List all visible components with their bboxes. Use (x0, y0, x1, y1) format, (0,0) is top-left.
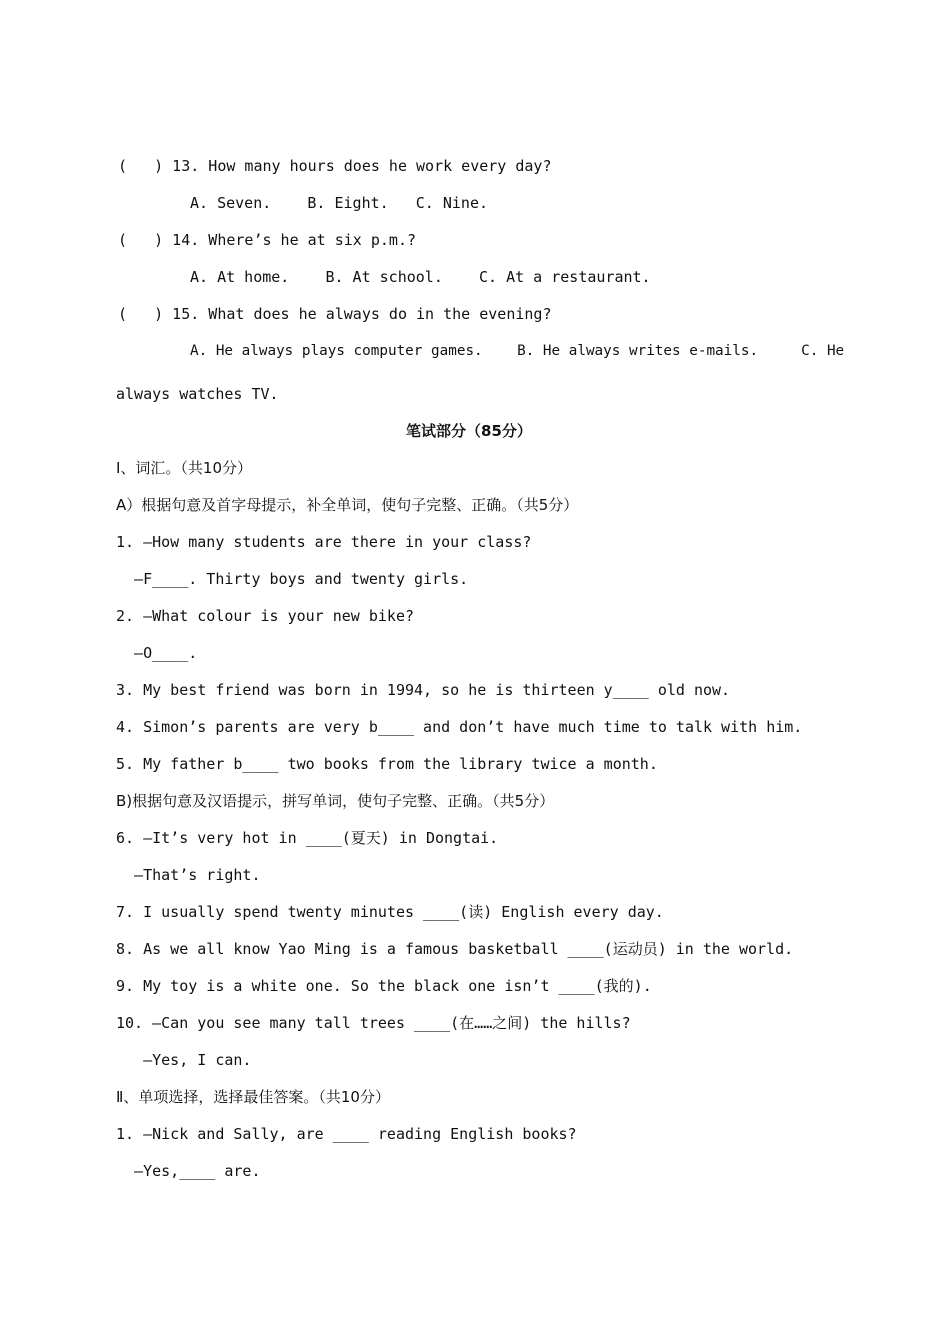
vocab-item: 5. My father b____ two books from the library twice a month. (116, 755, 658, 773)
question-15-options: A. He always plays computer games. B. He always writes e-mails. C. He (190, 343, 845, 359)
question-14-options: A. At home. B. At school. C. At a restaurant. (190, 268, 651, 286)
vocab-item: 9. My toy is a white one. So the black one isn’t ____(我的). (116, 977, 652, 995)
vocab-item: —Yes, I can. (116, 1051, 252, 1069)
vocab-item: 10. —Can you see many tall trees ____(在……之间) the hills? (116, 1014, 631, 1032)
vocab-item: 1. —How many students are there in your class? (116, 533, 532, 551)
vocab-item: —That’s right. (116, 866, 261, 884)
vocab-item: —F____. Thirty boys and twenty girls. (116, 570, 469, 588)
vocab-item: 6. —It’s very hot in ____(夏天) in Dongtai. (116, 829, 499, 847)
part-b-heading: B)根据句意及汉语提示，拼写单词，使句子完整、正确。（共5分） (116, 792, 555, 810)
vocab-item: 4. Simon’s parents are very b____ and don’t have much time to talk with him. (116, 718, 803, 736)
question-13-stem: ( ) 13. How many hours does he work every day? (118, 157, 552, 175)
choice-item: —Yes,____ are. (116, 1162, 261, 1180)
section-1-heading: Ⅰ、词汇。（共10分） (116, 459, 253, 477)
question-13-options: A. Seven. B. Eight. C. Nine. (190, 194, 489, 212)
vocab-item: 8. As we all know Yao Ming is a famous basketball ____(运动员) in the world. (116, 940, 794, 958)
question-14-stem: ( ) 14. Where’s he at six p.m.? (118, 231, 417, 249)
choice-item: 1. —Nick and Sally, are ____ reading English books? (116, 1125, 577, 1143)
vocab-item: 3. My best friend was born in 1994, so he is thirteen y____ old now. (116, 681, 731, 699)
question-15-stem: ( ) 15. What does he always do in the evening? (118, 305, 552, 323)
question-15-options-cont: always watches TV. (116, 385, 279, 403)
vocab-item: —O____. (116, 644, 198, 662)
vocab-item: 2. —What colour is your new bike? (116, 607, 415, 625)
part-a-heading: A）根据句意及首字母提示，补全单词，使句子完整、正确。（共5分） (116, 496, 579, 514)
section-2-heading: Ⅱ、单项选择，选择最佳答案。（共10分） (116, 1088, 390, 1106)
written-part-title: 笔试部分（85分） (406, 422, 532, 440)
vocab-item: 7. I usually spend twenty minutes ____(读) English every day. (116, 903, 664, 921)
